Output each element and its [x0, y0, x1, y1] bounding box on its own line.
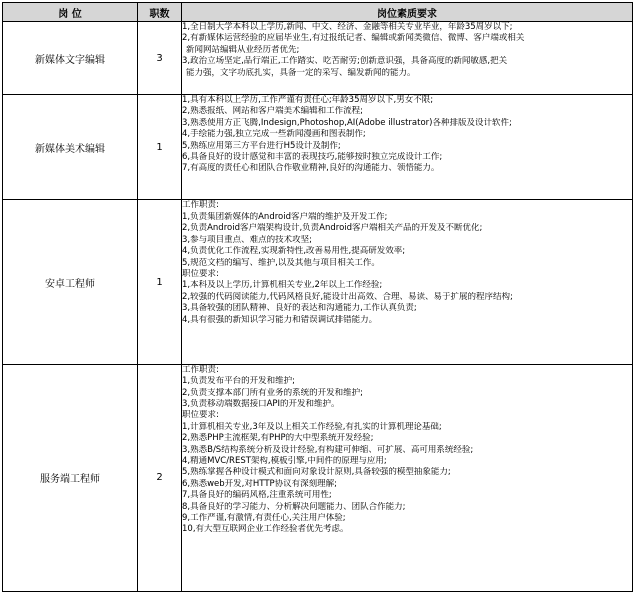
header-requirements: 岗位素质要求 [182, 3, 633, 22]
job-row [3, 364, 633, 591]
requirement-line: 2,较强的代码阅读能力,代码风格良好,能设计出高效、合理、易读、易于扩展的程序结构; [182, 291, 513, 302]
requirement-line: 1,全日制大学本科以上学历,新闻、中文、经济、金融等相关专业毕业，年龄35周岁以下; [182, 22, 513, 32]
requirement-line: 1,具有本科以上学历,工作严谨有责任心;年龄35周岁以下,男女不限; [182, 95, 434, 106]
job-row [3, 95, 633, 200]
requirement-line: 2,有新媒体运营经验的应届毕业生,有过报纸记者、编辑或新闻类微信、微博、客户端或相关 [182, 33, 525, 44]
job-row [3, 22, 633, 95]
job-position-cell: 新媒体美术编辑 [3, 95, 138, 200]
job-count-cell: 3 [138, 22, 182, 95]
section-heading: 职位要求: [182, 268, 219, 279]
requirement-line: 5,熟练掌握各种设计模式和面向对象设计原则,具备较强的模型抽象能力; [182, 467, 451, 478]
requirement-line: 能力强，文字功底扎实，具备一定的采写、编发新闻的能力。 [186, 67, 416, 78]
job-position-cell: 新媒体文字编辑 [3, 22, 138, 95]
job-requirements-table [2, 2, 633, 592]
requirement-line: 3,熟悉使用方正飞腾,Indesign,Photoshop,AI(Adobe illustrator)各种排版及设计软件; [182, 117, 512, 128]
job-position-cell: 安卓工程师 [3, 200, 138, 364]
job-count-cell: 2 [138, 364, 182, 591]
requirement-line: 1,负责发布平台的开发和维护; [182, 376, 295, 387]
table-header-row [3, 3, 633, 22]
requirement-line: 3,负责移动端数据接口API的开发和维护。 [182, 399, 340, 409]
requirement-line: 3,参与项目重点、难点的技术攻坚; [182, 234, 312, 245]
job-count-cell: 1 [138, 95, 182, 200]
job-requirements-cell [182, 22, 633, 95]
job-count-cell: 1 [138, 200, 182, 364]
requirement-line: 7,有高度的责任心和团队合作敬业精神,良好的沟通能力、领悟能力。 [182, 163, 440, 174]
requirement-line: 7,具备良好的编码风格,注重系统可用性; [182, 490, 332, 501]
requirement-line: 8,具备良好的学习能力、分析解决问题能力、团队合作能力; [182, 501, 406, 512]
requirement-line: 1,负责集团新媒体的Android客户端的维护及开发工作; [182, 211, 388, 222]
requirement-line: 1,本科及以上学历,计算机相关专业,2年以上工作经验; [182, 280, 383, 291]
requirement-line: 10,有大型互联网企业工作经验者优先考虑。 [182, 524, 349, 535]
header-count: 职数 [138, 3, 182, 22]
requirement-line: 1,计算机相关专业,3年及以上相关工作经验,有扎实的计算机理论基础; [182, 421, 442, 432]
section-heading: 工作职责: [182, 364, 219, 375]
requirement-line: 4,负责优化工作流程,实现新特性,改善易用性,提高研发效率; [182, 246, 406, 257]
job-requirements-cell [182, 95, 633, 200]
requirement-line: 5,规范文档的编写、维护,以及其他与项目相关工作。 [182, 257, 380, 268]
requirement-line: 3,具备较强的团队精神、良好的表达和沟通能力,工作认真负责; [182, 303, 417, 314]
requirement-line: 2,负责支撑本部门所有业务的系统的开发和维护; [182, 387, 363, 398]
requirement-line: 2,负责Android客户端架构设计,负责Android客户端相关产品的开发及不断优化; [182, 223, 483, 234]
requirement-line: 4,具有很强的新知识学习能力和错误调试排错能力。 [182, 314, 378, 325]
job-requirements-cell [182, 364, 633, 591]
section-heading: 职位要求: [182, 410, 219, 421]
header-position: 岗 位 [3, 3, 138, 22]
requirement-line: 3,政治立场坚定,品行端正,工作踏实、吃苦耐劳;创新意识强，具备高度的新闻敏感,把关 [182, 56, 508, 67]
requirement-line: 4,手绘能力强,独立完成一些新闻漫画和图表制作; [182, 129, 366, 140]
section-heading: 工作职责: [182, 200, 219, 211]
job-position-cell: 服务端工程师 [3, 364, 138, 591]
requirement-line: 新闻网站编辑从业经历者优先; [186, 44, 300, 55]
table-body [3, 22, 633, 592]
requirement-line: 3,熟悉B/S结构系统分析及设计经验,有构建可伸缩、可扩展、高可用系统经验; [182, 444, 474, 455]
requirement-line: 6,熟悉web开发,对HTTP协议有深刻理解; [182, 478, 338, 489]
requirement-line: 6,具备良好的设计感觉和丰富的表现技巧,能够按时独立完成设计工作; [182, 152, 443, 163]
requirement-line: 4,精通MVC/REST架构,模板引擎,中间件的原理与应用; [182, 456, 387, 467]
requirement-line: 2,熟悉PHP主流框架,有PHP的大中型系统开发经验; [182, 433, 374, 444]
requirement-line: 5,熟练应用第三方平台进行H5设计及制作; [182, 140, 341, 151]
requirement-line: 2,熟悉报纸、网站和客户端美术编辑和工作流程; [182, 106, 363, 117]
job-row [3, 200, 633, 364]
requirement-line: 9,工作严谨,有激情,有责任心,关注用户体验; [182, 513, 346, 524]
job-requirements-cell [182, 200, 633, 364]
